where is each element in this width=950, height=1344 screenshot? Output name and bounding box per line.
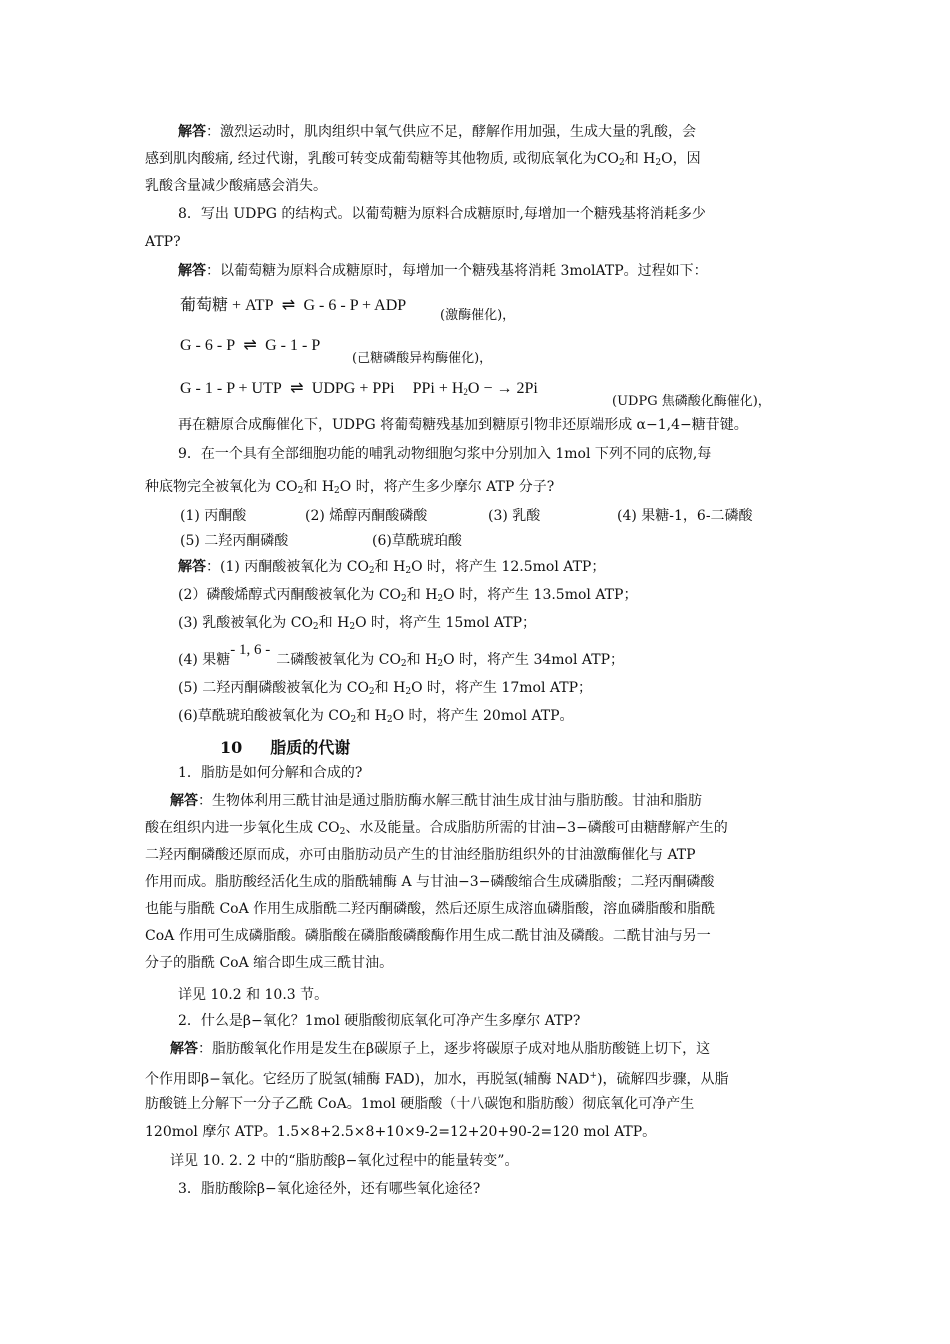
answer-7-line-1: 解答：激烈运动时，肌肉组织中氧气供应不足，酵解作用加强，生成大量的乳酸，会 — [178, 124, 696, 140]
option-4: (4) 果糖-1，6-二磷酸 — [617, 508, 753, 524]
answer-10-2-reference: 详见 10. 2. 2 中的“脂肪酸β−氧化过程中的能量转变”。 — [170, 1153, 519, 1169]
answer-10-1-line-7: 分子的脂酰 CoA 缩合即生成三酰甘油。 — [145, 955, 394, 971]
answer-label: 解答 — [170, 793, 198, 809]
equation-1: 葡萄糖 + ATP ⇌ G - 6 - P + ADP — [180, 297, 407, 314]
answer-10-1-line-6: CoA 作用可生成磷脂酸。磷脂酸在磷脂酸磷酸酶作用生成二酰甘油及磷酸。二酰甘油与另一 — [145, 928, 711, 944]
reversible-arrow-icon: ⇌ — [290, 380, 304, 397]
answer-10-2-line-1: 解答：脂肪酸氧化作用是发生在β碳原子上，逐步将碳原子成对地从脂肪酸链上切下，这 — [170, 1041, 711, 1057]
answer-7-line-2: 感到肌肉酸痛, 经过代谢，乳酸可转变成葡萄糖等其他物质, 或彻底氧化为$CO_2$和 $H_2O$，因 — [145, 151, 701, 168]
question-10-1: 1．脂肪是如何分解和合成的? — [178, 765, 363, 781]
reversible-arrow-icon: ⇌ — [243, 337, 257, 354]
answer-10-1-line-2: 酸在组织内进一步氧化生成 $CO_2$、水及能量。合成脂肪所需的甘油−3−磷酸可由糖酵解产生的 — [145, 820, 728, 837]
answer-10-1-reference: 详见 10.2 和 10.3 节。 — [178, 987, 329, 1003]
answer-9-item-2: (2）磷酸烯醇式丙酮酸被氧化为 $CO_2$和 $H_2O$ 时，将产生 13.5mol ATP； — [178, 587, 638, 604]
answer-10-1-line-1: 解答：生物体利用三酰甘油是通过脂肪酶水解三酰甘油生成甘油与脂肪酸。甘油和脂肪 — [170, 793, 702, 809]
answer-10-2-line-3: 肪酸链上分解下一分子乙酰 CoA。1mol 硬脂酸（十八碳饱和脂肪酸）彻底氧化可净产生 — [145, 1096, 695, 1112]
answer-9-item-4: (4) 果糖- 1, 6 -二磷酸被氧化为 $CO_2$和 $H_2O$ 时，将产生 34mol ATP； — [178, 642, 624, 669]
option-6: (6)草酰琥珀酸 — [372, 533, 462, 549]
answer-10-1-line-3: 二羟丙酮磷酸还原而成，亦可由脂肪动员产生的甘油经脂肪组织外的甘油激酶催化与 ATP — [145, 847, 696, 863]
answer-label: 解答 — [178, 263, 206, 279]
answer-10-1-line-5: 也能与脂酰 CoA 作用生成脂酰二羟丙酮磷酸，然后还原生成溶血磷脂酸，溶血磷脂酸和脂酰 — [145, 901, 716, 917]
answer-9-item-3: (3) 乳酸被氧化为 $CO_2$和 $H_2O$ 时，将产生 15mol ATP； — [178, 615, 536, 632]
section-heading: 10 脂质的代谢 — [220, 738, 351, 757]
equation-3: G - 1 - P + UTP ⇌ UDPG + PPi PPi + $H_2O$ − → 2Pi — [180, 380, 538, 397]
answer-9-item-1: 解答：(1) 丙酮酸被氧化为 $CO_2$和 $H_2O$ 时，将产生 12.5mol ATP； — [178, 559, 606, 576]
question-8-line-1: 8．写出 UDPG 的结构式。以葡萄糖为原料合成糖原时,每增加一个糖残基将消耗多少 — [178, 206, 706, 222]
reversible-arrow-icon: ⇌ — [281, 297, 296, 314]
answer-label: 解答 — [178, 124, 206, 140]
answer-7-line-3: 乳酸含量减少酸痛感会消失。 — [145, 178, 327, 194]
equation-2-note: (己糖磷酸异构酶催化)， — [352, 351, 493, 366]
question-9-line-1: 9．在一个具有全部细胞功能的哺乳动物细胞匀浆中分别加入 1mol 下列不同的底物,每 — [178, 446, 712, 462]
option-3: (3) 乳酸 — [488, 508, 541, 524]
answer-8-conclusion: 再在糖原合成酶催化下，UDPG 将葡萄糖残基加到糖原引物非还原端形成 α−1,4−糖苷键。 — [178, 417, 748, 433]
answer-label: 解答 — [178, 559, 206, 575]
equation-2: G - 6 - P ⇌ G - 1 - P — [180, 337, 321, 354]
answer-9-item-5: (5) 二羟丙酮磷酸被氧化为 $CO_2$和 $H_2O$ 时，将产生 17mol ATP； — [178, 680, 592, 697]
option-5: (5) 二羟丙酮磷酸 — [180, 533, 289, 549]
question-8-line-2: ATP? — [145, 234, 181, 250]
equation-1-note: (激酶催化)， — [440, 308, 516, 323]
question-9-line-2: 种底物完全被氧化为 $CO_2$和 $H_2O$ 时，将产生多少摩尔 ATP 分子? — [145, 479, 555, 496]
answer-10-2-line-4: 120mol 摩尔 ATP。1.5×8+2.5×8+10×9-2=12+20+90-2=120 mol ATP。 — [145, 1124, 657, 1140]
option-2: (2) 烯醇丙酮酸磷酸 — [305, 508, 428, 524]
answer-label: 解答 — [170, 1041, 198, 1057]
answer-8-intro: 解答：以葡萄糖为原料合成糖原时，每增加一个糖残基将消耗 3molATP。过程如下： — [178, 263, 708, 279]
answer-10-1-line-4: 作用而成。脂肪酸经活化生成的脂酰辅酶 A 与甘油−3−磷酸缩合生成磷脂酸；二羟丙酮磷酸 — [145, 874, 715, 890]
option-1: (1) 丙酮酸 — [180, 508, 247, 524]
question-10-3: 3．脂肪酸除β−氧化途径外，还有哪些氧化途径? — [178, 1181, 481, 1197]
equation-3-note: (UDPG 焦磷酸化酶催化)， — [612, 394, 771, 409]
answer-9-item-6: (6)草酰琥珀酸被氧化为 $CO_2$和 $H_2O$ 时，将产生 20mol ATP。 — [178, 708, 574, 725]
answer-10-2-line-2: 个作用即β−氧化。它经历了脱氢(辅酶 FAD)，加水，再脱氢(辅酶 NAD+)，硫解四步骤，从脂 — [145, 1071, 729, 1088]
question-10-2: 2．什么是β−氧化？1mol 硬脂酸彻底氧化可净产生多摩尔 ATP? — [178, 1013, 581, 1029]
